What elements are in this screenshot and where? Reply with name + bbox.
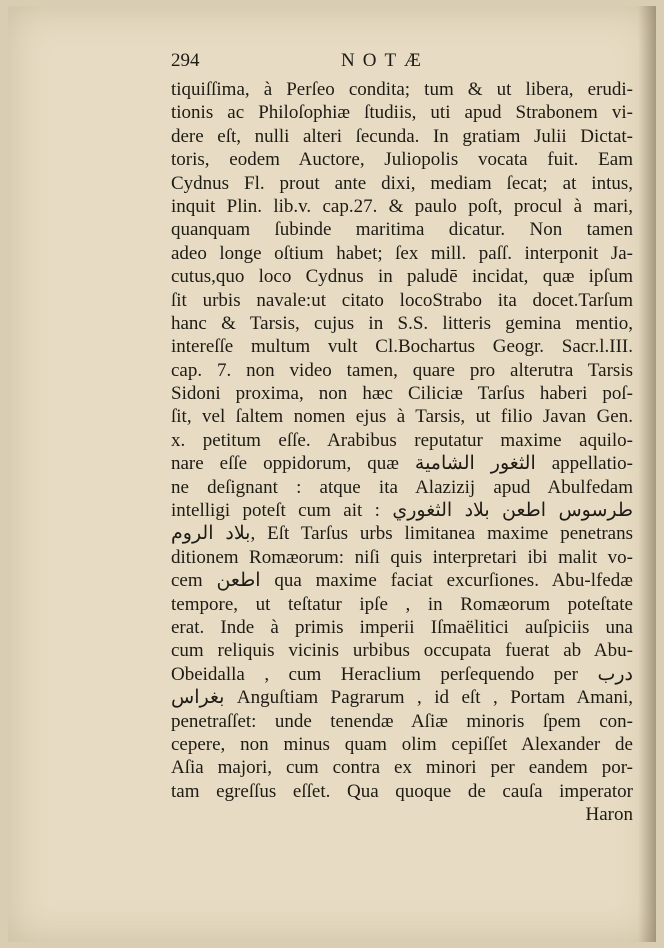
text-line: cum reliquis vicinis urbibus occupata fuerat ab Abu-: [171, 640, 633, 662]
text-line: ditionem Romæorum: niſi quis interpretari ibi malit vo-: [171, 546, 633, 568]
text-line: intelligi poteſt cum ait : طرسوس اطعن بلاد الثغوري: [171, 500, 633, 522]
text-line: Cydnus Fl. prout ante dixi, mediam ſecat; at intus,: [171, 172, 633, 194]
book-page: [8, 6, 656, 942]
text-line: cepere, non minus quam olim cepiſſet Alexander de: [171, 733, 633, 755]
text-line: Sidoni proxima, non hæc Ciliciæ Tarſus haberi poſ-: [171, 383, 633, 405]
text-line: tionis ac Philoſophiæ ſtudiis, uti apud Strabonem vi-: [171, 102, 633, 124]
text-line: dere eſt, nulli alteri ſecunda. In gratiam Julii Dictat-: [171, 125, 633, 147]
page-number: 294: [171, 50, 200, 71]
text-line: بغراس Anguſtiam Pagrarum , id eſt , Portam Amani,: [171, 687, 633, 709]
page-header: [171, 50, 631, 76]
body-text: [171, 78, 633, 827]
text-line: cutus,quo loco Cydnus in paludē incidat, quæ ipſum: [171, 266, 633, 288]
text-line: erat. Inde à primis imperii Iſmaëlitici auſpiciis una: [171, 616, 633, 638]
text-line: nare eſſe oppidorum, quæ الثغور الشامية appellatio-: [171, 453, 633, 475]
running-title: NOTÆ: [341, 50, 429, 71]
text-line: cap. 7. non video tamen, quare pro alterutra Tarsis: [171, 359, 633, 381]
text-line: ſit urbis navale:ut citato locoStrabo ita docet.Tarſum: [171, 289, 633, 311]
text-line: tam egreſſus eſſet. Qua quoque de cauſa imperator: [171, 780, 633, 802]
text-line: intereſſe multum vult Cl.Bochartus Geogr. Sacr.l.III.: [171, 336, 633, 358]
text-line: ſit, vel ſaltem nomen ejus à Tarsis, ut filio Javan Gen.: [171, 406, 633, 428]
text-line: toris, eodem Auctore, Juliopolis vocata fuit. Eam: [171, 149, 633, 171]
text-line: x. petitum eſſe. Arabibus reputatur maxime aquilo-: [171, 429, 633, 451]
page-edge-shadow: [638, 6, 656, 942]
text-line: Obeidalla , cum Heraclium perſequendo per درب: [171, 663, 633, 685]
text-line: penetraſſet: unde tenendæ Aſiæ minoris ſpem con-: [171, 710, 633, 732]
text-line: ne deſignant : atque ita Alazizij apud Abulfedam: [171, 476, 633, 498]
text-line: adeo longe oſtium habet; ſex mill. paſſ. interponit Ja-: [171, 242, 633, 264]
text-line: quanquam ſubinde maritima dicatur. Non tamen: [171, 219, 633, 241]
catchword: Haron: [585, 804, 633, 826]
text-line: cem اطعن qua maxime faciat excurſiones. Abu-lfedæ: [171, 570, 633, 592]
text-line: tiquiſſima, à Perſeo condita; tum & ut libera, erudi-: [171, 79, 633, 100]
text-line: hanc & Tarsis, cujus in S.S. litteris gemina mentio,: [171, 312, 633, 334]
text-line: Aſia majori, cum contra ex minori per eandem por-: [171, 757, 633, 779]
text-line: بلاد الروم, Eſt Tarſus urbs limitanea maxime penetrans: [171, 523, 633, 545]
text-line: tempore, ut teſtatur ipſe , in Romæorum poteſtate: [171, 593, 633, 615]
text-line: inquit Plin. lib.v. cap.27. & paulo poſt, procul à mari,: [171, 195, 633, 217]
